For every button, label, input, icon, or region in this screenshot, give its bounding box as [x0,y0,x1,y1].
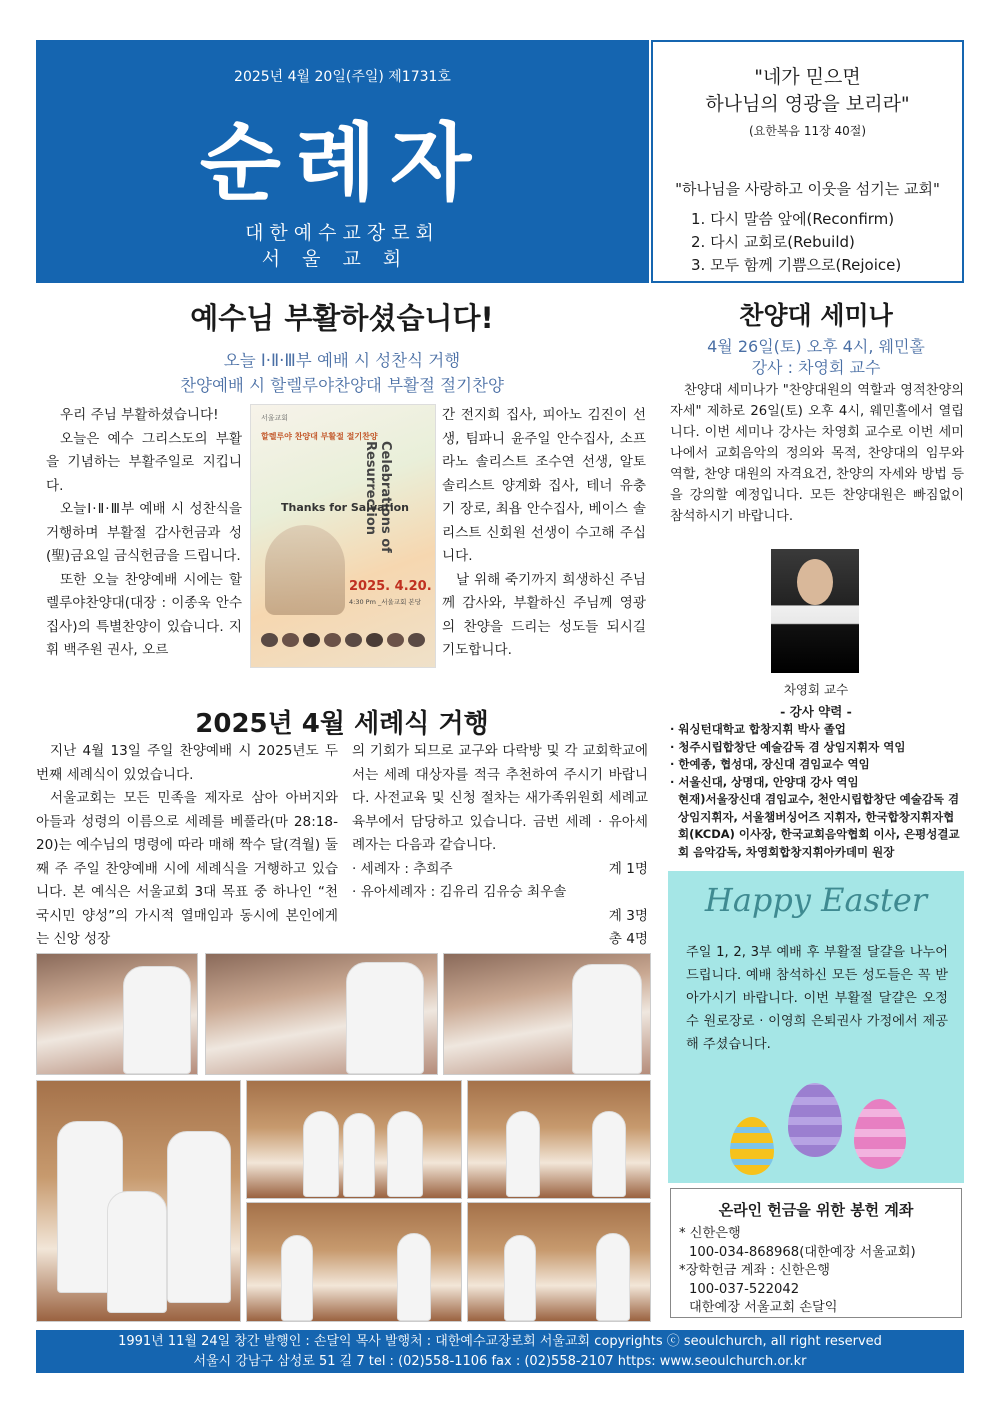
goal-item: 1. 다시 말씀 앞에(Reconfirm) [691,210,895,228]
poster-portraits [261,633,425,647]
choir-poster [250,404,436,668]
baptism-list-item: · 세례자 : 추희주 계 1명 [352,860,648,877]
egg-icon [854,1099,906,1169]
goal-item: 3. 모두 함께 기쁨으로(Rejoice) [691,256,902,274]
baptism-headline: 2025년 4월 세례식 거행 [195,709,489,739]
poster-vertical-title: Celebrations of Resurrection [363,441,393,553]
easter-col1: 우리 주님 부활하셨습니다! 오늘은 예수 그리스도의 부활을 기념하는 부활주일로 지킵니다. 오늘Ⅰ·Ⅱ·Ⅲ부 예배 시 성찬식을 거행하며 부활절 감사헌금과 성(聖)금요일 금식헌금을 드립니다. 또한 오늘 찬양예배 시에는 할렐루야찬양대(대장 : 이종욱 안수집사)의 특별찬양이 있습니다. 지휘 백주원 권사, 오르 [46,407,242,658]
motto-box [651,40,964,283]
offering-title: 온라인 헌금을 위한 봉헌 계좌 [718,1201,914,1219]
goals-list [691,208,901,277]
seminar-info: 4월 26일(토) 오후 4시, 웨민홀 강사 : 차영회 교수 [707,337,925,377]
easter-title: Happy Easter [704,881,928,919]
baptism-photo [443,953,651,1075]
baptism-photo [36,1080,241,1322]
footer-publisher: 1991년 11월 24일 창간 발행인 : 손달익 목사 발행처 : 대한예수교장로회 서울교회 copyrights ⓒ seoulchurch, all right reserved [118,1334,882,1349]
scripture-quote: "네가 믿으면 하나님의 영광을 보리라" [705,66,910,115]
poster-time: 4:30 Pm _서울교회 본당 [349,598,421,606]
footer [36,1330,964,1373]
baptism-photo [205,953,438,1075]
easter-col2: 간 전지희 집사, 피아노 김진이 선생, 팀파니 윤주일 안수집사, 소프라노 솔리스트 조수연 선생, 알토 솔리스트 양계화 집사, 테너 유충기 장로, 최욥 안수집사, 베이스 솔리스트 신회원 선생이 수고해 주십니다. 날 위해 죽기까지 희생하신 주님께 감사와, 부활하신 주님께 영광의 찬양을 드리는 성도들 되시길 기도합니다. [442,407,646,658]
church-motto: "하나님을 사랑하고 이웃을 섬기는 교회" [675,180,940,198]
poster-thanks: Thanks for Salvation [281,501,410,514]
church-name: 서울교회 [261,248,424,270]
seminar-headline: 찬양대 세미나 [739,301,893,330]
easter-subheads: 오늘 Ⅰ·Ⅱ·Ⅲ부 예배 시 성찬식 거행 찬양예배 시 할렐루야찬양대 부활절 절기찬양 [180,351,504,395]
group-photo [467,1080,651,1199]
egg-icon [788,1083,842,1157]
lecturer-caption: 차영회 교수 [783,682,849,697]
goal-item: 2. 다시 교회로(Rebuild) [691,233,855,251]
group-photo [467,1202,651,1322]
bio-title: - 강사 약력 - [780,704,852,719]
egg-icon [730,1117,774,1175]
offering-box [670,1188,962,1318]
offering-lines: * 신한은행 100-034-868968(대한예장 서울교회) *장학헌금 계좌 : 신한은행 100-037-522042 대한예장 서울교회 손달익 [679,1226,916,1315]
baptism-col1: 지난 4월 13일 주일 찬양예배 시 2025년도 두 번째 세례식이 있었습니다. 서울교회는 모든 민족을 제자로 삼아 아버지와 아들과 성령의 이름으로 세례를 베풀라(마 28:18-20)는 예수님의 명령에 따라 매해 짝수 달(격월) 둘째 주 주일 찬양예배 시에 세례식을 거행하고 있습니다. 본 예식은 서울교회 3대 목표 중 하나인 “천국시민 양성”의 가시적 열매임과 동시에 본인에게는 신앙 성장 [36,743,338,947]
org-name: 대한예수교장로회 [245,222,440,244]
scripture-reference: (요한복음 11장 40절) [748,124,867,138]
easter-box [668,871,964,1183]
masthead [36,40,649,283]
easter-body: 주일 1, 2, 3부 예배 후 부활절 달걀을 나누어 드립니다. 예배 참석하신 모든 성도들은 꼭 받아가시기 바랍니다. 이번 부활절 달걀은 오정수 원로장로 · 이영희 은퇴권사 가정에서 제공해 주셨습니다. [686,945,948,1052]
poster-top-text: 할렐루야 찬양대 부활절 절기찬양 [261,432,378,441]
poster-date: 2025. 4.20. [349,579,432,594]
baptism-photo [36,953,198,1075]
lecturer-photo [771,549,859,673]
newsletter-title: 순례자 [199,114,486,212]
lecturer-bio: · 워싱턴대학교 합창지휘 박사 졸업 · 청주시립합창단 예술감독 겸 상임지휘자 역임 · 한예종, 협성대, 장신대 겸임교수 역임 · 서울신대, 상명대, 안양대 강사 역임 현재)서울장신대 겸임교수, 천안시립합창단 예술감독 겸 상임지휘자, 서울챔버싱어즈 지휘자, 한국합창지휘자협회(KCDA) 이사장, 한국교회음악협회 이사, 은평성결교회 음악감독, 차영회합창지휘아카데미 원장 [670,722,960,859]
baptism-total: 총 4명 [608,931,648,947]
seminar-body: 찬양대 세미나가 "찬양대원의 역할과 영적찬양의 자세" 제하로 26일(토) 오후 4시, 웨민홀에서 열립니다. 이번 세미나 강사는 차영회 교수로 이번 세미나에서 교회음악의 정의와 목적, 찬양대의 임무와 역할, 찬양 대원의 자격요건, 찬양의 자세와 방법 등을 강의할 예정입니다. 모든 찬양대원은 빠짐없이 참석하시기 바랍니다. [670,383,964,524]
group-photo [246,1080,462,1199]
poster-church: 서울교회 [261,414,289,422]
easter-headline: 예수님 부활하셨습니다! [190,301,494,335]
baptism-col2: 의 기회가 되므로 교구와 다락방 및 각 교회학교에서는 세례 대상자를 적극 추천하여 주시기 바랍니다. 사전교육 및 신청 절차는 새가족위원회 세례교육부에서 담당하고 있습니다. 금번 세례 · 유아세례자는 다음과 같습니다. · 세례자 : 추희주 계 1명 · 유아세례자 : 김유리 김유승 최우솔 계 3명 총 4명 [352,740,648,952]
footer-address: 서울시 강남구 삼성로 51 길 7 tel : (02)558-1106 fax : (02)558-2107 https: www.seoulchurch.or.kr [193,1354,807,1369]
baptism-count: 계 3명 [608,907,648,924]
baptism-list-item: · 유아세례자 : 김유리 김유승 최우솔 [352,884,567,900]
group-photo [246,1202,462,1322]
issue-date: 2025년 4월 20일(주일) 제1731호 [234,69,451,85]
poster-jesus-image [265,525,345,615]
